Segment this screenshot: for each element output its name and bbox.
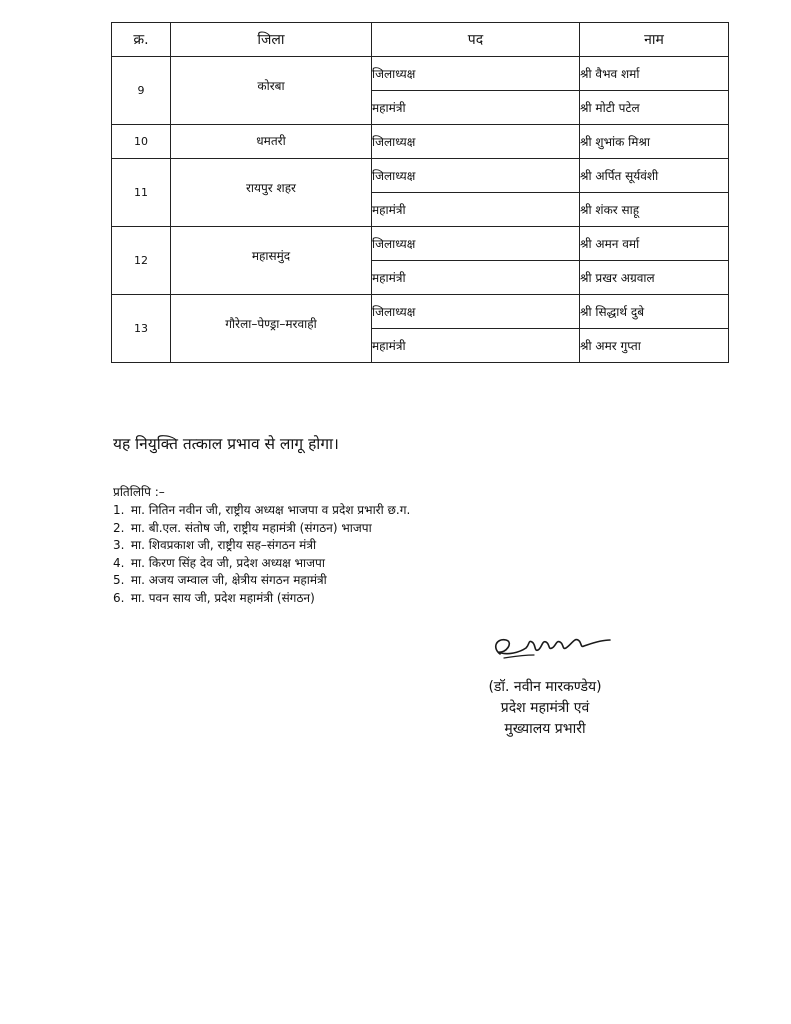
table-row (112, 227, 729, 261)
list-number: 4. (113, 555, 125, 570)
appointments-table (111, 22, 729, 363)
district-name: महासमुंद (171, 227, 372, 295)
list-number: 3. (113, 538, 125, 553)
list-number: 6. (113, 590, 125, 605)
table-row (112, 57, 729, 91)
name-cell: श्री प्रखर अग्रवाल (580, 261, 729, 295)
name-cell: श्री अमर गुप्ता (580, 329, 729, 363)
serial-number: 9 (112, 57, 171, 125)
signatory-block (450, 677, 640, 740)
district-name: कोरबा (171, 57, 372, 125)
post-cell: महामंत्री (372, 329, 580, 363)
post-cell: महामंत्री (372, 91, 580, 125)
post-cell: महामंत्री (372, 193, 580, 227)
table-row (112, 159, 729, 193)
list-item (113, 590, 410, 608)
serial-number: 10 (112, 125, 171, 159)
signatory-designation: प्रदेश महामंत्री एवं (500, 700, 590, 716)
list-text: मा. किरण सिंह देव जी, प्रदेश अध्यक्ष भाजपा (130, 555, 325, 570)
list-item (113, 572, 410, 590)
serial-number: 11 (112, 159, 171, 227)
table-header-row (112, 23, 729, 57)
district-name: धमतरी (171, 125, 372, 159)
district-name: रायपुर शहर (171, 159, 372, 227)
post-cell: जिलाध्यक्ष (372, 227, 580, 261)
list-item (113, 520, 410, 538)
table-row (112, 295, 729, 329)
header-serial: क्र. (112, 23, 171, 57)
post-cell: जिलाध्यक्ष (372, 57, 580, 91)
signatory-designation-2: मुख्यालय प्रभारी (504, 721, 586, 737)
name-cell: श्री शुभांक मिश्रा (580, 125, 729, 159)
list-text: मा. शिवप्रकाश जी, राष्ट्रीय सह–संगठन मंत्री (130, 538, 317, 553)
name-cell: श्री अर्पित सूर्यवंशी (580, 159, 729, 193)
post-cell: जिलाध्यक्ष (372, 295, 580, 329)
header-district: जिला (171, 23, 372, 57)
name-cell: श्री शंकर साहू (580, 193, 729, 227)
signatory-name: (डॉ. नवीन मारकण्डेय) (488, 679, 602, 695)
post-cell: जिलाध्यक्ष (372, 125, 580, 159)
serial-number: 12 (112, 227, 171, 295)
list-text: मा. नितिन नवीन जी, राष्ट्रीय अध्यक्ष भाजपा व प्रदेश प्रभारी छ.ग. (130, 503, 411, 517)
name-cell: श्री मोटी पटेल (580, 91, 729, 125)
list-item (113, 555, 410, 573)
list-item (113, 502, 410, 520)
order-statement: यह नियुक्ति तत्काल प्रभाव से लागू होगा। (113, 435, 339, 453)
header-name: नाम (580, 23, 729, 57)
serial-number: 13 (112, 295, 171, 363)
post-cell: महामंत्री (372, 261, 580, 295)
list-number: 2. (113, 520, 125, 535)
list-text: मा. अजय जम्वाल जी, क्षेत्रीय संगठन महामंत्री (130, 573, 327, 588)
list-item (113, 537, 410, 555)
list-number: 5. (113, 573, 125, 588)
name-cell: श्री सिद्धार्थ दुबे (580, 295, 729, 329)
copy-to-list (113, 502, 410, 608)
post-cell: जिलाध्यक्ष (372, 159, 580, 193)
list-text: मा. बी.एल. संतोष जी, राष्ट्रीय महामंत्री (संगठन) भाजपा (130, 520, 372, 535)
list-text: मा. पवन साय जी, प्रदेश महामंत्री (संगठन) (130, 590, 315, 605)
header-post: पद (372, 23, 580, 57)
name-cell: श्री अमन वर्मा (580, 227, 729, 261)
table-row (112, 125, 729, 159)
name-cell: श्री वैभव शर्मा (580, 57, 729, 91)
signature-scribble (486, 628, 616, 668)
copy-to-heading: प्रतिलिपि :– (113, 485, 165, 499)
district-name: गौरेला–पेण्ड्रा–मरवाही (171, 295, 372, 363)
list-number: 1. (113, 503, 125, 517)
